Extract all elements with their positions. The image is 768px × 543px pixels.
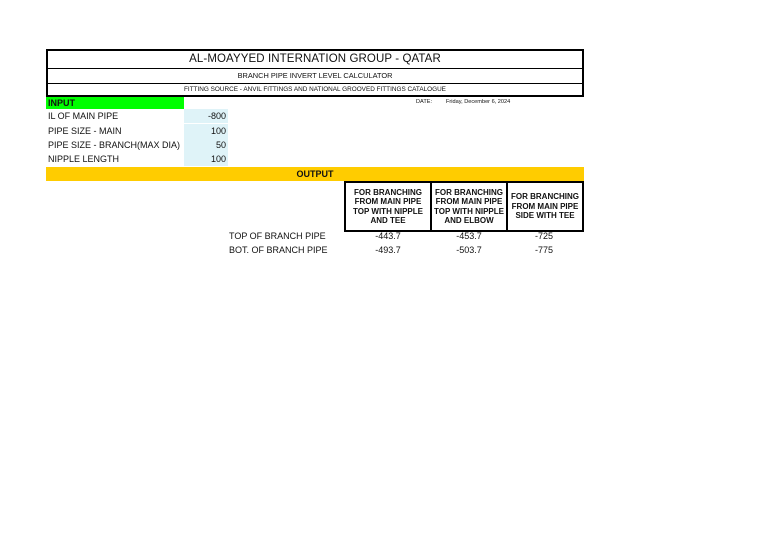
input-value-pipe-size-main[interactable]: 100 [184, 124, 228, 138]
cell-bot-elbow: -503.7 [456, 245, 482, 255]
cell-top-side-tee: -725 [534, 231, 553, 241]
column-header-text: FOR BRANCHING FROM MAIN PIPE TOP WITH NIPPLE AND ELBOW [434, 187, 504, 225]
input-value-pipe-size-branch[interactable]: 50 [184, 138, 228, 152]
input-value-il-main[interactable]: -800 [184, 109, 228, 123]
fitting-source: FITTING SOURCE - ANVIL FITTINGS AND NATIONAL GROOVED FITTINGS CATALOGUE [184, 86, 446, 93]
output-column-header-top-tee [344, 181, 432, 232]
date-label: DATE: [416, 99, 433, 105]
title-block [46, 49, 584, 97]
column-header-text: FOR BRANCHING FROM MAIN PIPE SIDE WITH TEE [511, 192, 579, 221]
cell-bot-side-tee: -775 [534, 245, 553, 255]
row-label-bottom-branch: BOT. OF BRANCH PIPE [229, 245, 328, 255]
cell-top-elbow: -453.7 [456, 231, 482, 241]
input-label-nipple-length: NIPPLE LENGTH [48, 154, 120, 164]
output-section-header: OUTPUT [46, 167, 584, 181]
input-label-pipe-size-main: PIPE SIZE - MAIN [48, 126, 122, 136]
input-label-il-main: IL OF MAIN PIPE [48, 111, 119, 121]
input-value-nipple-length[interactable]: 100 [184, 152, 228, 166]
output-column-header-top-elbow [430, 181, 508, 232]
column-header-text: FOR BRANCHING FROM MAIN PIPE TOP WITH NIPPLE AND TEE [353, 187, 423, 225]
cell-bot-tee: -493.7 [375, 245, 401, 255]
company-title: AL-MOAYYED INTERNATION GROUP - QATAR [48, 51, 582, 69]
input-label-pipe-size-branch: PIPE SIZE - BRANCH(MAX DIA) [48, 140, 181, 150]
output-column-header-side-tee [506, 181, 584, 232]
row-label-top-branch: TOP OF BRANCH PIPE [229, 231, 326, 241]
date-value: Friday, December 6, 2024 [446, 99, 511, 105]
calculator-title: BRANCH PIPE INVERT LEVEL CALCULATOR [48, 68, 582, 84]
cell-top-tee: -443.7 [375, 231, 401, 241]
input-section-header: INPUT [46, 97, 184, 109]
